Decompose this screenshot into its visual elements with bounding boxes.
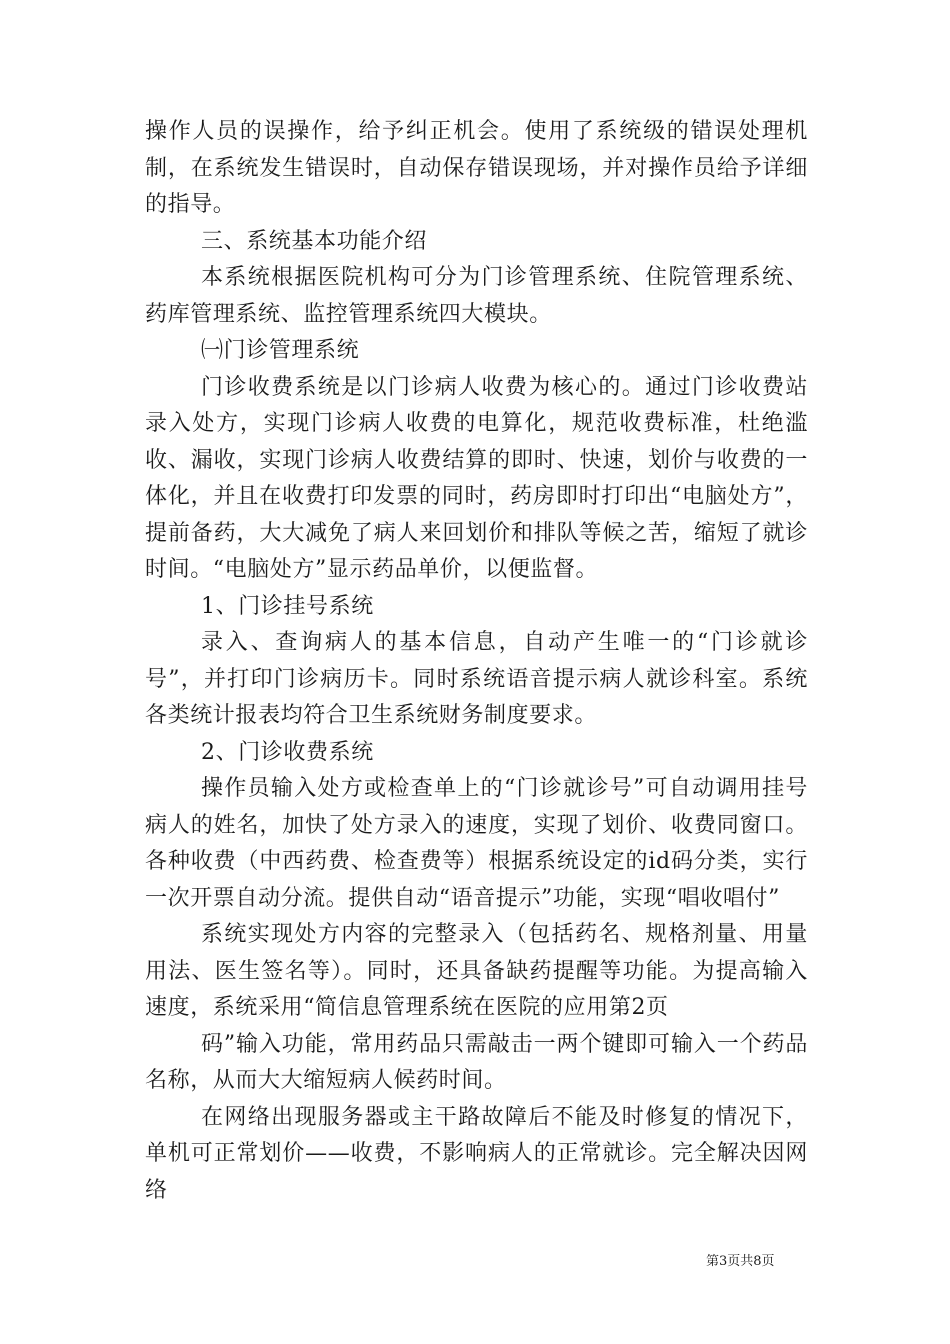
paragraph: 本系统根据医院机构可分为门诊管理系统、住院管理系统、药库管理系统、监控管理系统四大模块。	[145, 265, 808, 327]
subsection-heading: 2、门诊收费系统	[201, 739, 374, 765]
paragraph: 操作人员的误操作，给予纠正机会。使用了系统级的错误处理机制，在系统发生错误时，自动保存错误现场，并对操作员给予详细的指导。	[145, 119, 808, 217]
section-heading: 三、系统基本功能介绍	[201, 228, 428, 254]
paragraph: 操作员输入处方或检查单上的“门诊就诊号”可自动调用挂号病人的姓名，加快了处方录入的速度，实现了划价、收费同窗口。各种收费（中西药费、检查费等）根据系统设定的id码分类，实行一次开票自动分流。提供自动“语音提示”功能，实现“唱收唱付”	[145, 776, 808, 911]
paragraph: 系统实现处方内容的完整录入（包括药名、规格剂量、用量用法、医生签名等）。同时，还具备缺药提醒等功能。为提高输入速度，系统采用“简信息管理系统在医院的应用第2页	[145, 922, 808, 1020]
paragraph: 录入、查询病人的基本信息，自动产生唯一的“门诊就诊号”，并打印门诊病历卡。同时系统语音提示病人就诊科室。系统各类统计报表均符合卫生系统财务制度要求。	[145, 630, 808, 728]
paragraph: 码”输入功能，常用药品只需敲击一两个键即可输入一个药品名称，从而大大缩短病人候药时间。	[145, 1031, 808, 1093]
page-number: 第3页共8页	[706, 1254, 775, 1269]
document-body	[145, 114, 808, 1209]
paragraph: 在网络出现服务器或主干路故障后不能及时修复的情况下，单机可正常划价——收费，不影响病人的正常就诊。完全解决因网络	[145, 1104, 808, 1203]
paragraph: 门诊收费系统是以门诊病人收费为核心的。通过门诊收费站录入处方，实现门诊病人收费的电算化，规范收费标准，杜绝滥收、漏收，实现门诊病人收费结算的即时、快速，划价与收费的一体化，并且在收费打印发票的同时，药房即时打印出“电脑处方”，提前备药，大大减免了病人来回划价和排队等候之苦，缩短了就诊时间。“电脑处方”显示药品单价，以便监督。	[145, 374, 808, 582]
subsection-heading: ㈠门诊管理系统	[201, 338, 360, 363]
subsection-heading: 1、门诊挂号系统	[201, 593, 374, 619]
